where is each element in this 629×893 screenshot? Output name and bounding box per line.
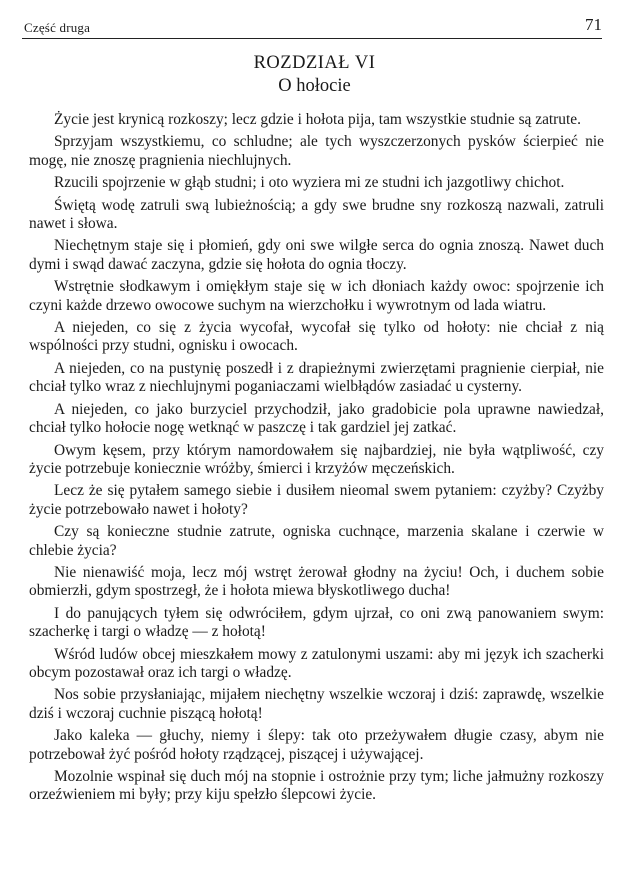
paragraph: Czy są konieczne studnie zatrute, ogniska cuchnące, marzenia skalane i czerwie w chlebie życia? (29, 523, 604, 559)
paragraph: A niejeden, co się z życia wycofał, wycofał się tylko od hołoty: nie chciał z nią wspólności przy studni, ognisku i owocach. (29, 319, 604, 355)
paragraph: Owym kęsem, przy którym namordowałem się najbardziej, nie była wątpliwość, czy życie potrzebuje koniecznie wróżby, śmierci i krzyżów męczeńskich. (29, 441, 604, 477)
chapter-title: O hołocie (278, 76, 351, 96)
paragraph: Mozolnie wspinał się duch mój na stopnie i ostrożnie przy tym; liche jałmużny rozkoszy orzeźwieniem mi były; przy kiju spełzło ślepcowi życie. (29, 768, 604, 804)
chapter-number: ROZDZIAŁ VI (253, 53, 376, 73)
paragraph: Świętą wodę zatruli swą lubieżnością; a gdy swe brudne sny rozkoszą nazwali, zatruli nawet i słowa. (29, 196, 604, 233)
paragraph: Sprzyjam wszystkiemu, co schludne; ale tych wyszczerzonych pysków ścierpieć nie mogę, nie znoszę pragnienia niechlujnych. (29, 133, 604, 169)
paragraph: A niejeden, co na pustynię poszedł i z drapieżnymi zwierzętami pragnienie cierpiał, nie chciał tylko wraz z niechlujnymi poganiaczami wielbłądów zasiadać u cysterny. (29, 359, 604, 396)
paragraph: I do panujących tyłem się odwróciłem, gdym ujrzał, co oni zwą panowaniem swym: szacherkę i targi o władzę — z hołotą! (29, 604, 604, 641)
paragraph: Wśród ludów obcej mieszkałem mowy z zatulonymi uszami: aby mi język ich szacherki obcym pozostawał oraz ich targi o władzę. (29, 645, 604, 681)
paragraph: Wstrętnie słodkawym i omiękłym staje się w ich dłoniach każdy owoc: spojrzenie ich czyni każde drzewo owocowe suchym na wierzchołku i wywrotnym od lada wiatru. (29, 278, 604, 314)
paragraph: Jako kaleka — głuchy, niemy i ślepy: tak oto przeżywałem długie czasy, abym nie potrzebował żyć pośród hołoty rządzącej, piszącej i używającej. (29, 727, 604, 763)
paragraph: Nie nienawiść moja, lecz mój wstręt żerował głodny na życiu! Och, i duchem sobie obmierzłi, gdym spostrzegł, że i hołota miewa błyskotliwego ducha! (29, 563, 604, 600)
page-number: 71 (585, 15, 602, 34)
paragraph: Życie jest krynicą rozkoszy; lecz gdzie i hołota pija, tam wszystkie studnie są zatrute. (54, 111, 581, 128)
paragraph: Rzucili spojrzenie w głąb studni; i oto wyziera mi ze studni ich jazgotliwy chichot. (54, 174, 565, 192)
chapter-heading (0, 52, 629, 98)
paragraph: Lecz że się pytałem samego siebie i dusiłem nieomal swem pytaniem: czyżby? Czyżby życie potrzebowało nawet i hołoty? (29, 482, 604, 518)
page-header (22, 12, 602, 39)
paragraph: A niejeden, co jako burzyciel przychodził, jako gradobicie pola uprawne nawiedzał, chciał tylko hołocie nogę wetknąć w paszczę i tak gardziel jej zatkać. (29, 400, 604, 437)
running-head: Część druga (24, 20, 91, 35)
paragraph: Nos sobie przysłaniając, mijałem niechętny wszelkie wczoraj i dziś: zaprawdę, wszelkie dziś i wczoraj cuchnie piszącą hołotą! (29, 686, 604, 722)
paragraph: Niechętnym staje się i płomień, gdy oni swe wilgłe serca do ognia znoszą. Nawet duch dymi i swąd dawać zaczyna, gdzie się hołota do ognia tłoczy. (29, 237, 604, 273)
body-text (29, 111, 604, 809)
